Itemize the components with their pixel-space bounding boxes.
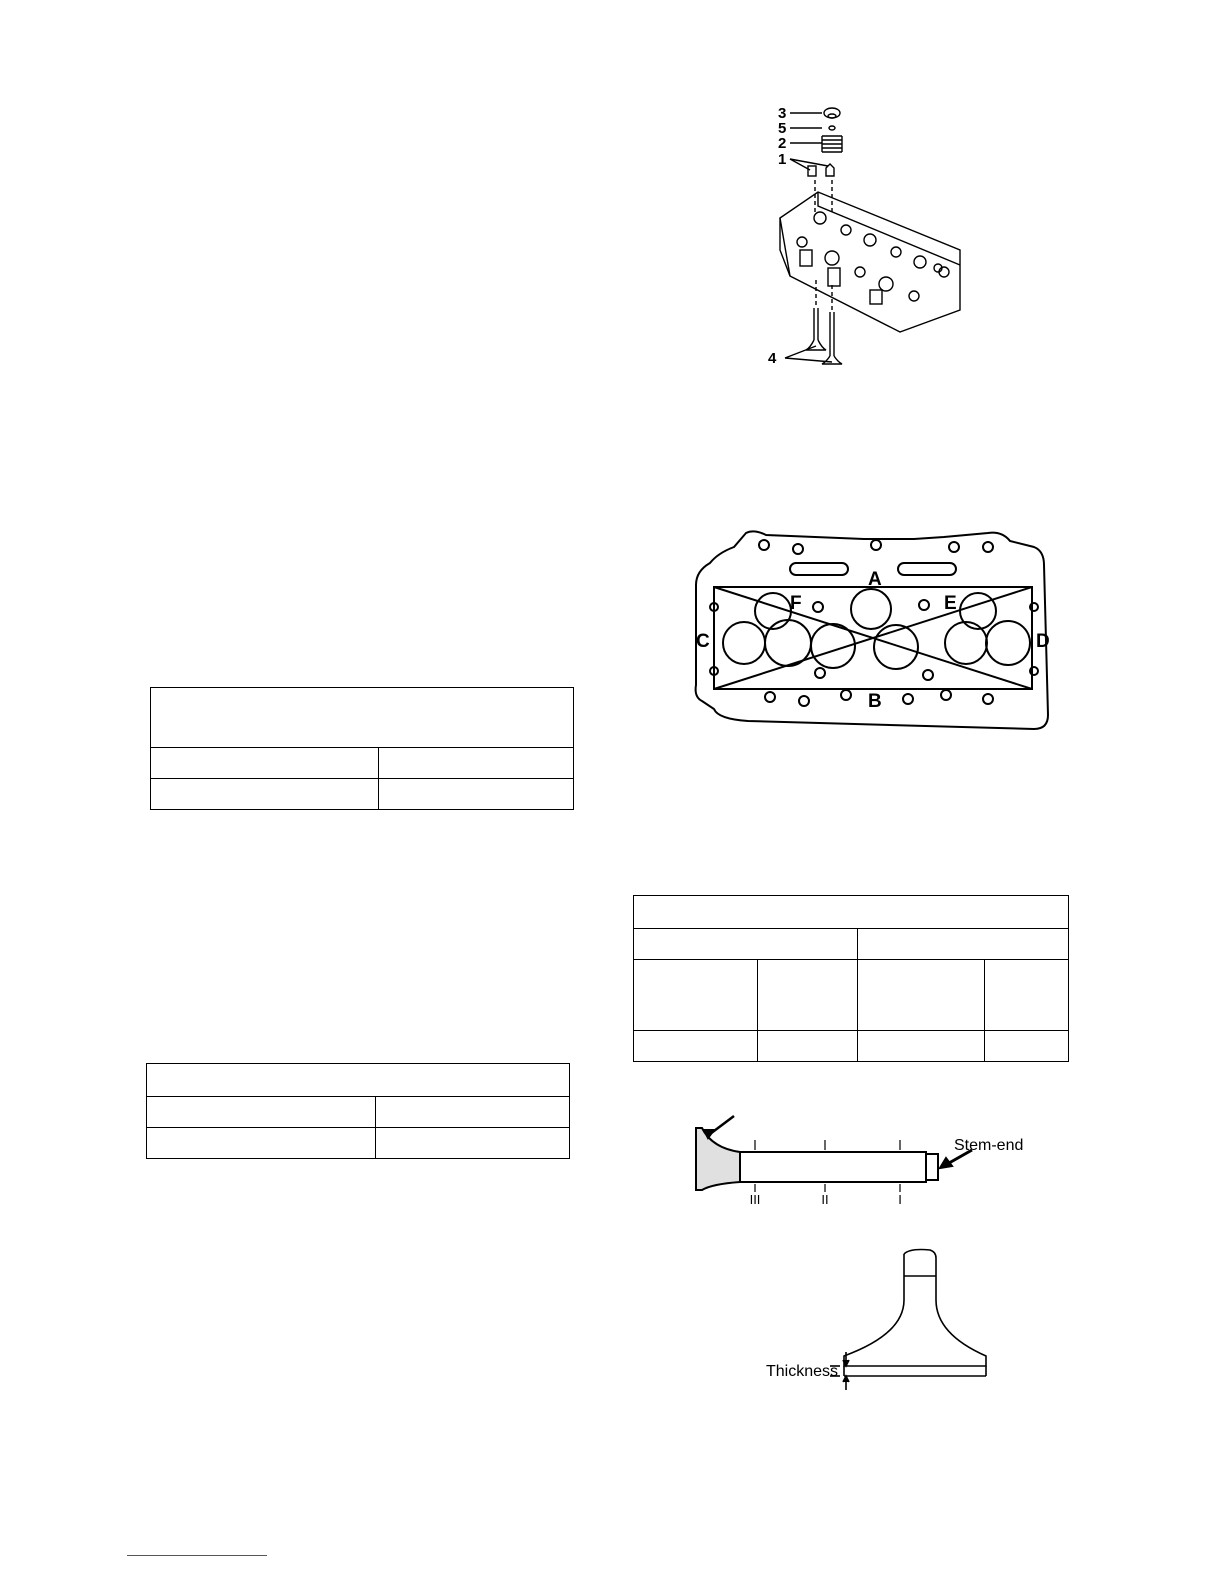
callout-3: 3	[778, 105, 787, 122]
table-cell	[758, 1031, 858, 1062]
table-row	[147, 1064, 570, 1097]
callout-1: 1	[778, 151, 787, 168]
table-row	[151, 779, 574, 810]
table-cell	[379, 779, 574, 810]
gasket-point-d: D	[1036, 631, 1050, 652]
gasket-point-a: A	[868, 569, 882, 590]
cylinder-head-exploded-figure	[760, 100, 970, 375]
table-row	[147, 1128, 570, 1159]
table-row	[634, 960, 1069, 1031]
gasket-point-e: E	[944, 593, 957, 614]
table-cell	[634, 896, 1069, 929]
table-row	[634, 1031, 1069, 1062]
gasket-point-f: F	[790, 593, 802, 614]
valve-head-thickness-figure	[760, 1240, 1000, 1400]
table-cell	[985, 960, 1069, 1031]
station-ii-label: II	[821, 1192, 829, 1207]
spec-table-3	[633, 895, 1069, 1062]
table-cell	[151, 688, 574, 748]
station-i-label: I	[898, 1192, 902, 1207]
table-row	[151, 688, 574, 748]
spec-table-1	[150, 687, 574, 810]
table-cell	[147, 1097, 376, 1128]
thickness-label: Thickness	[766, 1363, 839, 1380]
stem-end-label: Stem-end	[954, 1137, 1024, 1154]
table-cell	[858, 960, 985, 1031]
table-row	[634, 896, 1069, 929]
callout-2: 2	[778, 135, 787, 152]
valve-stem-figure	[690, 1110, 1060, 1210]
table-row	[151, 748, 574, 779]
table-cell	[376, 1097, 570, 1128]
gasket-point-b: B	[868, 691, 882, 712]
table-cell	[858, 1031, 985, 1062]
footer-link-underline	[127, 1555, 267, 1556]
table-cell	[151, 748, 379, 779]
table-cell	[858, 929, 1069, 960]
table-row	[634, 929, 1069, 960]
station-iii-label: III	[749, 1192, 761, 1207]
callout-5: 5	[778, 120, 787, 137]
callout-4: 4	[768, 350, 777, 367]
table-cell	[147, 1064, 570, 1097]
table-cell	[758, 960, 858, 1031]
table-cell	[634, 1031, 758, 1062]
table-cell	[634, 960, 758, 1031]
head-gasket-figure	[688, 525, 1060, 737]
table-cell	[634, 929, 858, 960]
table-cell	[376, 1128, 570, 1159]
table-cell	[379, 748, 574, 779]
table-cell	[151, 779, 379, 810]
spec-table-2	[146, 1063, 570, 1159]
table-cell	[985, 1031, 1069, 1062]
gasket-point-c: C	[696, 631, 710, 652]
table-row	[147, 1097, 570, 1128]
table-cell	[147, 1128, 376, 1159]
